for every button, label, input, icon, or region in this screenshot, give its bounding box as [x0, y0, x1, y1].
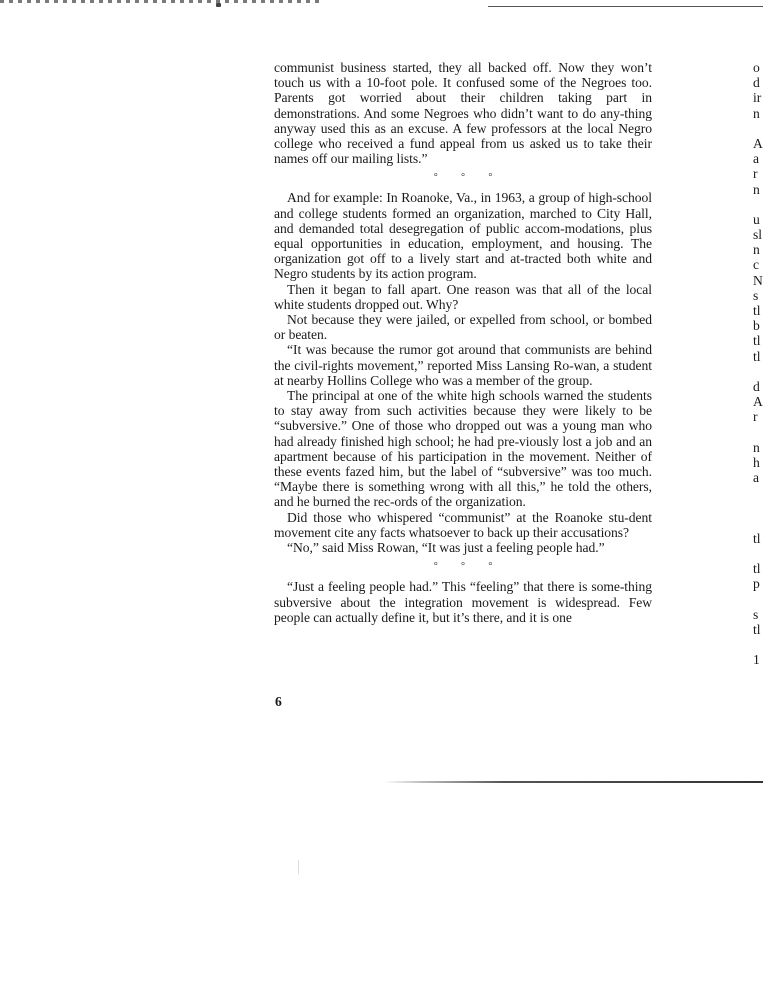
edge-fragment: tl	[753, 303, 761, 318]
edge-fragment: tl	[753, 348, 761, 364]
edge-fragment: r	[753, 409, 758, 425]
edge-fragment	[753, 637, 763, 652]
edge-fragment	[753, 197, 763, 212]
edge-fragment	[753, 485, 763, 500]
break-dot: °	[488, 561, 493, 573]
edge-fragment: N	[753, 272, 763, 288]
section-break-1	[274, 168, 652, 184]
edge-fragment: ir	[753, 90, 762, 106]
edge-fragment: A	[753, 135, 763, 151]
edge-fragment: tl	[753, 561, 761, 577]
edge-fragment	[753, 121, 763, 136]
paragraph: “Just a feeling people had.” This “feeling” that there is some-thing subversive about the integration movement is widespread. Few people can actually define it, but it’s there, and it is one	[274, 579, 652, 625]
paragraph: communist business started, they all backed off. Now they won’t touch us with a 10-foot pole. It confused some of the Negroes too. Parents got worried about their children taking part in demonstrations. And some Negroes who didn’t want to do any-thing anyway used this as an excuse. A few professors at the local Negro college who received a fund appeal from us asked us to take their names off our mailing lists.”	[274, 60, 652, 167]
scan-top-dashes	[0, 0, 322, 3]
paragraph: Not because they were jailed, or expelled from school, or bombed or beaten.	[274, 312, 652, 343]
paragraph: And for example: In Roanoke, Va., in 1963, a group of high-school and college students formed an organization, marched to City Hall, and demanded total desegregation of public accom-modations, plus equal opportunities in education, employment, and housing. The organization got off to a lively start and at-tracted both white and Negro students by its action program.	[274, 190, 652, 282]
edge-fragment: tl	[753, 621, 761, 637]
edge-fragment: h	[753, 454, 760, 470]
edge-fragment: u	[753, 211, 760, 227]
edge-fragment: s	[753, 287, 759, 303]
paragraph: “No,” said Miss Rowan, “It was just a feeling people had.”	[287, 540, 605, 556]
edge-fragment	[753, 592, 763, 607]
adjacent-page-edge	[753, 60, 763, 668]
section-break-2	[274, 557, 652, 573]
section-2	[274, 190, 652, 555]
paragraph: “It was because the rumor got around that communists are behind the civil-rights movement,” reported Miss Lansing Ro-wan, a student at nearby Hollins College who was a member of the group.	[274, 342, 652, 388]
paragraph: The principal at one of the white high schools warned the students to stay away from such activities because they were likely to be “subversive.” One of those who dropped out was a young man who had already finished high school; he had pre-viously lost a job and an apartment because of his participation in the movement. Neither of these events fazed him, but the label of “subversive” was too much. “Maybe there is something wrong with all this,” he told the others, and he burned the rec-ords of the organization.	[274, 388, 652, 510]
edge-fragment: tl	[753, 530, 761, 546]
edge-fragment: c	[753, 257, 760, 273]
paragraph: Did those who whispered “communist” at the Roanoke stu-dent movement cite any facts whatsoever to back up their accusations?	[274, 509, 652, 540]
paragraph: Then it began to fall apart. One reason was that all of the local white students dropped out. Why?	[274, 281, 652, 312]
break-dot: °	[433, 172, 438, 184]
edge-fragment: o	[753, 60, 760, 75]
page-number: 6	[275, 694, 282, 709]
edge-fragment: sl	[753, 227, 763, 243]
edge-fragment: b	[753, 318, 760, 334]
edge-fragment	[753, 516, 763, 531]
break-dot: °	[461, 561, 465, 573]
edge-fragment: r	[753, 166, 758, 182]
edge-fragment: s	[753, 606, 759, 622]
break-dot: °	[461, 172, 465, 184]
section-3	[274, 579, 652, 625]
edge-fragment: tl	[753, 333, 761, 349]
scan-faint-mark	[298, 860, 299, 874]
break-dot: °	[433, 561, 438, 573]
edge-fragment	[753, 425, 763, 440]
edge-fragment	[753, 500, 763, 515]
scan-top-rule	[488, 6, 763, 7]
edge-fragment: p	[753, 576, 760, 592]
scan-top-mark	[216, 3, 221, 7]
edge-fragment: a	[753, 470, 760, 486]
edge-fragment: n	[753, 181, 760, 197]
edge-fragment: a	[753, 151, 760, 167]
break-dot: °	[488, 172, 493, 184]
page-text-column	[274, 60, 652, 625]
edge-fragment: n	[753, 242, 760, 258]
edge-fragment	[753, 546, 763, 561]
edge-fragment: d	[753, 378, 760, 394]
scan-bottom-rule	[383, 781, 763, 783]
edge-fragment: n	[753, 105, 760, 121]
section-1	[274, 60, 652, 166]
edge-fragment: n	[753, 439, 760, 455]
edge-fragment: A	[753, 394, 763, 410]
edge-fragment	[753, 364, 763, 379]
edge-fragment: 1	[753, 652, 760, 668]
edge-fragment: d	[753, 75, 760, 91]
